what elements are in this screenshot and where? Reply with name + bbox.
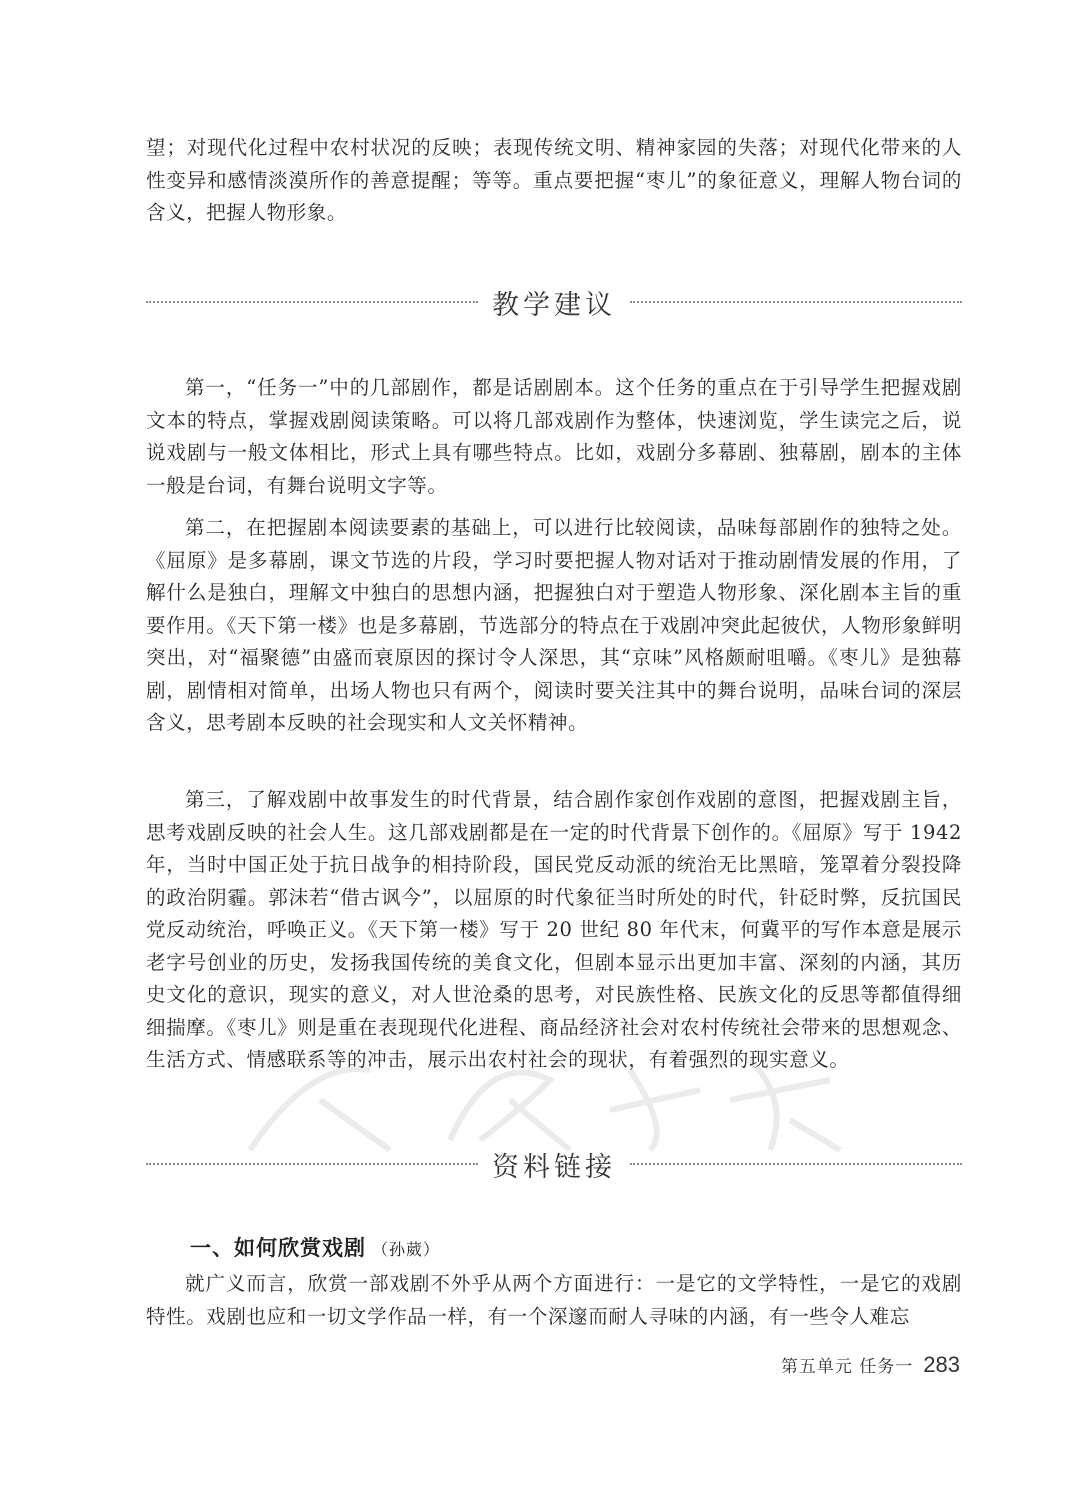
section-header-resources [146, 1144, 962, 1184]
section-title-resources: 资料链接 [492, 1151, 616, 1183]
divider-right [630, 301, 962, 303]
subheading-text: 一、如何欣赏戏剧 [190, 1236, 366, 1260]
page-footer [781, 1352, 960, 1378]
subheading-author: （孙葳） [372, 1240, 441, 1259]
divider-left [146, 301, 478, 303]
top-paragraph: 望；对现代化过程中农村状况的反映；表现传统文明、精神家园的失落；对现代化带来的人性变异和感情淡漠所作的善意提醒；等等。重点要把握“枣儿”的象征意义，理解人物台词的含义，把握人物形象。 [146, 136, 962, 224]
resource-subheading [190, 1232, 440, 1262]
footer-unit-label: 第五单元 任务一 [780, 1357, 914, 1377]
teaching-paragraph-3: 第三，了解戏剧中故事发生的时代背景，结合剧作家创作戏剧的意图，把握戏剧主旨，思考戏剧反映的社会人生。这几部戏剧都是在一定的时代背景下创作的。《屈原》写于 1942 年，当时中国正处于抗日战争的相持阶段，国民党反动派的统治无比黑暗，笼罩着分裂投降的政治阴霾。郭沫若“借古讽今”，以屈原的时代象征当时所处的时代，针砭时弊，反抗国民党反动统治，呼唤正义。《天下第一楼》写于 20 世纪 80 年代末，何冀平的写作本意是展示老字号创业的历史，发扬我国传统的美食文化，但剧本显示出更加丰富、深刻的内涵，其历史文化的意识，现实的意义，对人世沧桑的思考，对民族性格、民族文化的反思等都值得细细揣摩。《枣儿》则是重在表现现代化进程、商品经济社会对农村传统社会带来的思想观念、生活方式、情感联系等的冲击，展示出农村社会的现状，有着强烈的现实意义。 [146, 788, 962, 1071]
divider-right [630, 1163, 962, 1165]
section-header-teaching [146, 282, 962, 322]
page-number: 283 [923, 1352, 960, 1377]
teaching-paragraph-1: 第一，“任务一”中的几部剧作，都是话剧剧本。这个任务的重点在于引导学生把握戏剧文本的特点，掌握戏剧阅读策略。可以将几部戏剧作为整体，快速浏览，学生读完之后，说说戏剧与一般文体相比，形式上具有哪些特点。比如，戏剧分多幕剧、独幕剧，剧本的主体一般是台词，有舞台说明文字等。 [146, 376, 962, 497]
divider-left [146, 1163, 478, 1165]
resource-paragraph: 就广义而言，欣赏一部戏剧不外乎从两个方面进行：一是它的文学特性，一是它的戏剧特性。戏剧也应和一切文学作品一样，有一个深邃而耐人寻味的内涵，有一些令人难忘 [146, 1272, 962, 1328]
teaching-paragraph-2: 第二，在把握剧本阅读要素的基础上，可以进行比较阅读，品味每部剧作的独特之处。《屈原》是多幕剧，课文节选的片段，学习时要把握人物对话对于推动剧情发展的作用，了解什么是独白，理解文中独白的思想内涵，把握独白对于塑造人物形象、深化剧本主旨的重要作用。《天下第一楼》也是多幕剧，节选部分的特点在于戏剧冲突此起彼伏，人物形象鲜明突出，对“福聚德”由盛而衰原因的探讨令人深思，其“京味”风格颇耐咀嚼。《枣儿》是独幕剧，剧情相对简单，出场人物也只有两个，阅读时要关注其中的舞台说明，品味台词的深层含义，思考剧本反映的社会现实和人文关怀精神。 [146, 516, 962, 734]
section-title-teaching: 教学建议 [492, 289, 616, 321]
